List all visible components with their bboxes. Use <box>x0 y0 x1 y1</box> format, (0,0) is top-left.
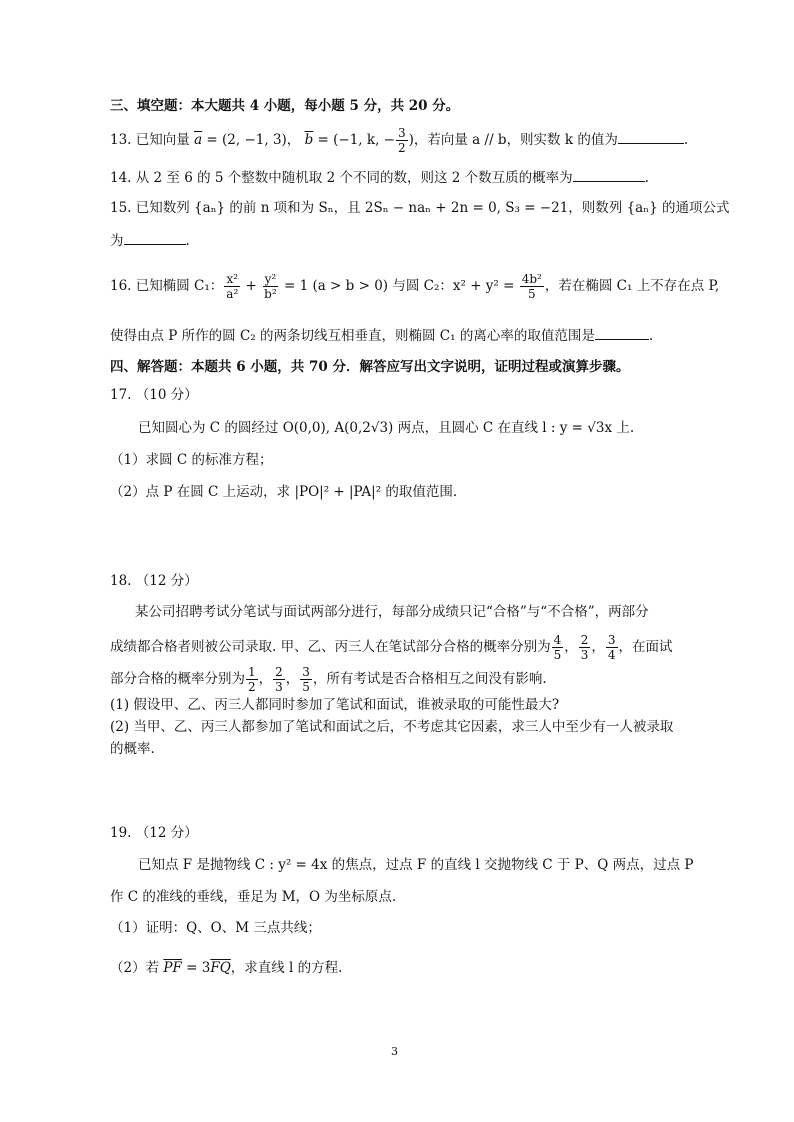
question-17-part1: （1）求圆 C 的标准方程； <box>110 452 273 468</box>
question-19-part1: （1）证明：Q、O、M 三点共线； <box>110 920 321 936</box>
q13-vector-b: $\overline{b}$ <box>304 132 314 148</box>
q18-frac-interview-yi: $\frac{2}{3}$ <box>275 665 283 694</box>
question-14: 14. 从 2 至 6 的 5 个整数中随机取 2 个不同的数，则这 2 个数互质的概率为 . <box>110 167 649 188</box>
q18-frac-written-jia: $\frac{4}{5}$ <box>553 633 562 662</box>
q13-vector-a: $\overline{a}$ <box>194 132 203 148</box>
q13-fraction: $\frac{3}{2}$ <box>397 126 406 155</box>
question-18-line3: 部分合格的概率分别为 $\frac{1}{2}$ ， $\frac{2}{3}$ ， $\frac{3}{5}$ ，所有考试是否合格相互之间没有影响. <box>110 665 547 694</box>
question-13: 13. 已知向量 $\overline{a} = (2$, −1, 3)， $\overline{b} = (-1$, k, − $\frac{3}{2}$ )，若向量 a // b，则实数 k 的值为 . <box>110 126 689 155</box>
question-19-part2: （2）若 $\overline{PF} = 3\overline{FQ}$，求直线 l 的方程. <box>110 960 343 976</box>
page-number: 3 <box>391 1045 398 1058</box>
question-16-line2: 使得由点 P 所作的圆 C₂ 的两条切线互相垂直，则椭圆 C₁ 的离心率的取值范围是 . <box>110 325 653 346</box>
q16-answer-blank[interactable] <box>595 325 649 340</box>
question-19-line1: 已知点 F 是抛物线 C : y² = 4x 的焦点，过点 F 的直线 l 交抛物线 C 于 P、Q 两点，过点 P <box>138 857 694 873</box>
question-18-part2a: (2) 当甲、乙、丙三人都参加了笔试和面试之后，不考虑其它因素，求三人中至少有一人被录取 <box>110 719 674 735</box>
q19-vector-pf: $\overline{PF}$ <box>163 960 182 976</box>
q14-answer-blank[interactable] <box>573 167 645 182</box>
question-18-header: 18. （12 分） <box>110 573 198 589</box>
question-18-line2: 成绩都合格者则被公司录取. 甲、乙、丙三人在笔试部分合格的概率分别为 $\frac{4}{5}$ ， $\frac{2}{3}$ ， $\frac{3}{4}$ ，在面试 <box>110 633 673 662</box>
q18-frac-interview-jia: $\frac{1}{2}$ <box>248 665 256 694</box>
question-17-part2: （2）点 P 在圆 C 上运动，求 |PO|² + |PA|² 的取值范围. <box>110 484 458 500</box>
q13-condition: )，若向量 <box>408 132 468 148</box>
q16-fraction-radius: $\frac{\text{4b²}}{5}$ <box>521 272 542 301</box>
q13-answer-blank[interactable] <box>618 129 684 144</box>
q18-frac-written-bing: $\frac{3}{4}$ <box>607 633 616 662</box>
q13-tail: ，则实数 k 的值为 <box>506 132 618 148</box>
q16-fraction-y: $\frac{\text{y²}}{\text{b²}}$ <box>264 272 277 301</box>
question-17-header: 17. （10 分） <box>110 387 198 403</box>
question-15-line2: 为 . <box>110 230 190 251</box>
q13-parallel: a // b <box>467 132 507 148</box>
q13-a-value: = (2, −1, 3)， <box>202 132 301 148</box>
section-heading-fill-in: 三、填空题：本大题共 4 小题，每小题 5 分，共 20 分。 <box>110 98 460 114</box>
question-18-part2b: 的概率. <box>110 741 155 757</box>
q14-text: 14. 从 2 至 6 的 5 个整数中随机取 2 个不同的数，则这 2 个数互质的概率为 <box>110 170 573 186</box>
q18-frac-written-yi: $\frac{2}{3}$ <box>580 633 589 662</box>
q13-label: 13. 已知向量 <box>110 132 190 148</box>
question-18-line1: 某公司招聘考试分笔试与面试两部分进行，每部分成绩只记“合格”与“不合格”，两部分 <box>135 604 649 620</box>
q19-vector-fq: $\overline{FQ}$ <box>210 960 231 976</box>
question-19-line2: 作 C 的准线的垂线，垂足为 M，O 为坐标原点. <box>110 889 397 905</box>
q13-b-value: = (−1, k, − <box>313 132 395 148</box>
question-15-line1: 15. 已知数列 {aₙ} 的前 n 项和为 Sₙ，且 2Sₙ − naₙ + 2n = 0, S₃ = −21，则数列 {aₙ} 的通项公式 <box>110 200 730 216</box>
q16-fraction-x: $\frac{\text{x²}}{\text{a²}}$ <box>226 272 239 301</box>
section-heading-solutions: 四、解答题：本题共 6 小题，共 70 分．解答应写出文字说明，证明过程或演算步骤。 <box>110 359 630 375</box>
question-17-stem: 已知圆心为 C 的圆经过 O(0,0), A(0,2√3) 两点，且圆心 C 在直线 l : y = √3x 上. <box>138 420 635 436</box>
q15-answer-blank[interactable] <box>124 230 186 245</box>
question-16-line1: 16. 已知椭圆 C₁： $\frac{\text{x²}}{\text{a²}}$ + $\frac{\text{y²}}{\text{b²}}$ = 1 (a > b > 0) 与圆 C₂：x² + y² = $\frac{\text{4b²}}{5}$ ，若在椭圆 C₁ 上不存在点 P, <box>110 272 720 301</box>
question-18-part1: (1) 假设甲、乙、丙三人都同时参加了笔试和面试，谁被录取的可能性最大? <box>110 697 560 713</box>
question-19-header: 19. （12 分） <box>110 825 198 841</box>
q18-frac-interview-bing: $\frac{3}{5}$ <box>302 665 310 694</box>
